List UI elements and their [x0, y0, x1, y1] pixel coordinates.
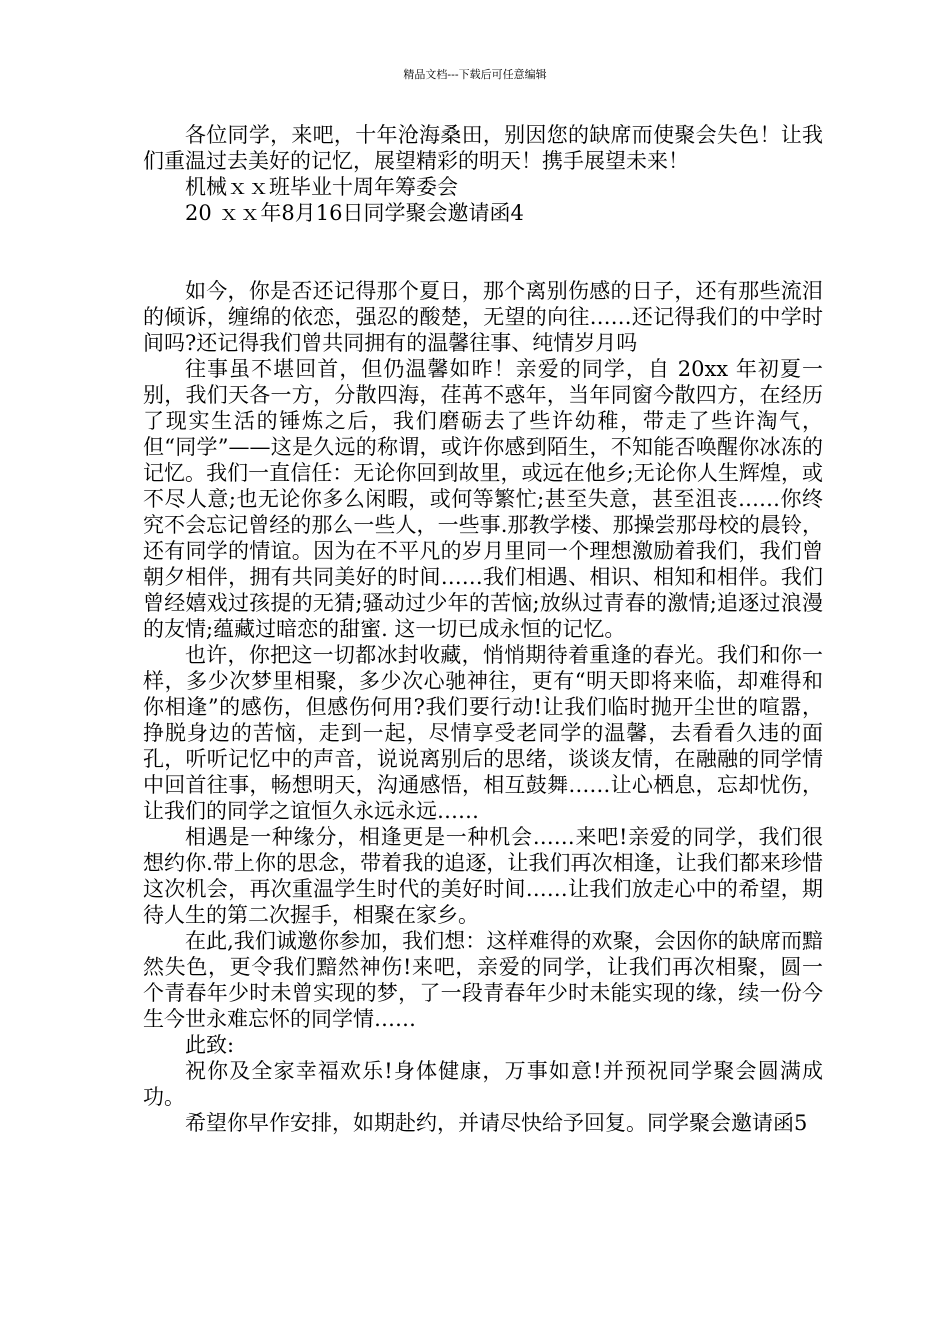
paragraph: 如今，你是否还记得那个夏日，那个离别伤感的日子，还有那些流泪的倾诉，缠绵的依恋，强忍的酸楚，无望的向往……还记得我们的中学时间吗?还记得我们曾共同拥有的温馨往事、纯情岁月吗: [143, 279, 823, 355]
closing-paragraph: 各位同学，来吧，十年沧海桑田，别因您的缺席而使聚会失色！让我们重温过去美好的记忆，展望精彩的明天！携手展望未来！: [143, 123, 823, 173]
document-body: [143, 122, 823, 1136]
committee-signature: 机械ｘｘ班毕业十周年筹委会: [185, 175, 458, 199]
paragraph: 希望你早作安排，如期赴约，并请尽快给予回复。同学聚会邀请函5: [185, 1111, 808, 1135]
paragraph: 往事虽不堪回首，但仍温馨如昨！亲爱的同学，自 20xx 年初夏一别，我们天各一方，分散四海，荏苒不惑年，当年同窗今散四方，在经历了现实生活的锤炼之后，我们磨砺去了些许幼稚，带走了些许淘气，但“同学”——这是久远的称谓，或许你感到陌生，不知能否唤醒你冰冻的记忆。我们一直信任：无论你回到故里，或远在他乡;无论你人生辉煌，或不尽人意;也无论你多么闲暇，或何等繁忙;甚至失意，甚至沮丧……你终究不会忘记曾经的那么一些人，一些事.那教学楼、那操尝那母校的晨铃，还有同学的情谊。因为在不平凡的岁月里同一个理想激励着我们，我们曾朝夕相伴，拥有共同美好的时间……我们相遇、相识、相知和相伴。我们曾经嬉戏过孩提的无猜;骚动过少年的苦恼;放纵过青春的激情;追逐过浪漫的友情;蕴藏过暗恋的甜蜜. 这一切已成永恒的记忆。: [143, 357, 823, 641]
page-header: 精品文档---下载后可任意编辑: [403, 68, 547, 81]
paragraph: 相遇是一种缘分，相逢更是一种机会……来吧!亲爱的同学，我们很想约你.带上你的思念，带着我的追逐，让我们再次相逢，让我们都来珍惜这次机会，再次重温学生时代的美好时间……让我们放走心中的希望，期待人生的第二次握手，相聚在家乡。: [143, 825, 823, 927]
paragraph: 祝你及全家幸福欢乐!身体健康，万事如意!并预祝同学聚会圆满成功。: [143, 1059, 823, 1109]
paragraph: 也许，你把这一切都冰封收藏，悄悄期待着重逢的春光。我们和你一样，多少次梦里相聚，多少次心驰神往，更有“明天即将来临，却难得和你相逢”的感伤，但感伤何用?我们要行动!让我们临时抛开尘世的喧嚣，挣脱身边的苦恼，走到一起，尽情享受老同学的温馨，去看看久违的面孔，听听记忆中的声音，说说离别后的思绪，谈谈友情，在融融的同学情中回首往事，畅想明天，沟通感悟，相互鼓舞……让心栖息，忘却忧伤，让我们的同学之谊恒久永远永远……: [143, 643, 823, 823]
salutation: 此致:: [185, 1033, 235, 1057]
section-gap: [143, 226, 823, 278]
date-and-title: 20 ｘｘ年8月16日同学聚会邀请函4: [185, 201, 524, 225]
paragraph: 在此,我们诚邀你参加，我们想：这样难得的欢聚，会因你的缺席而黯然失色，更令我们黯然神伤!来吧，亲爱的同学，让我们再次相聚，圆一个青春年少时未曾实现的梦，了一段青春年少时未能实现的缘，续一份今生今世永难忘怀的同学情……: [143, 929, 823, 1031]
